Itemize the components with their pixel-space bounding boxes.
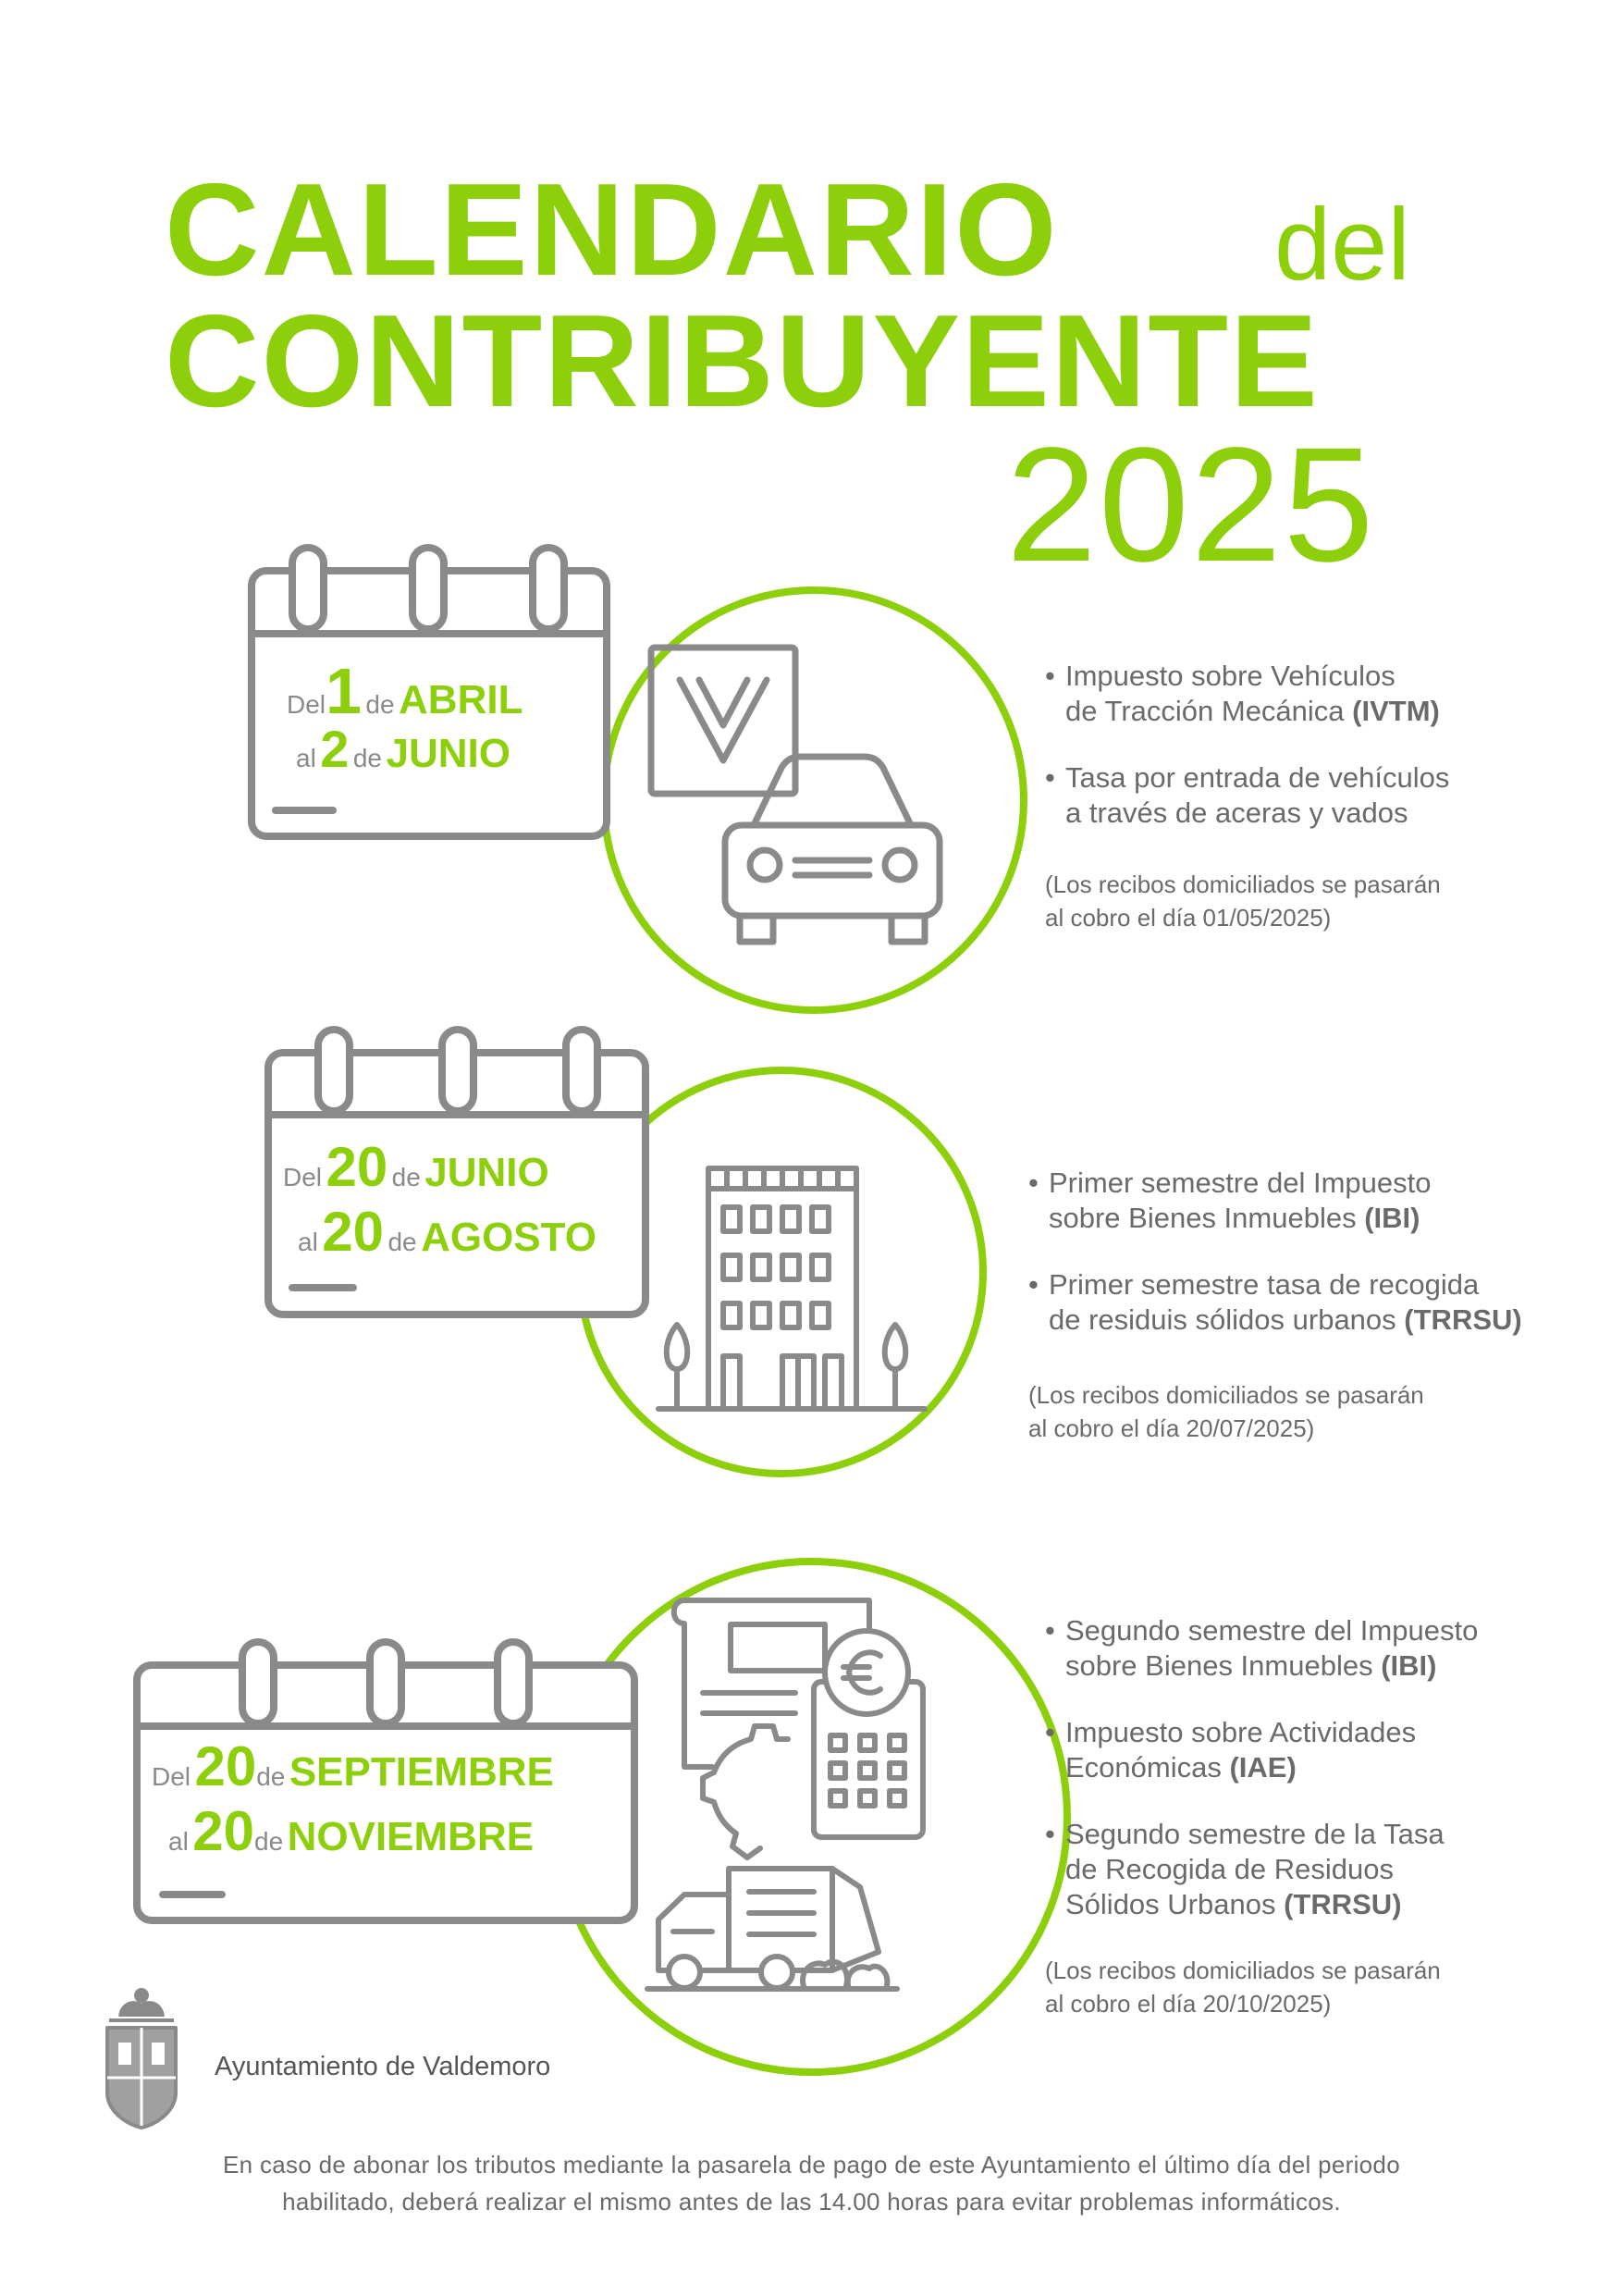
bullet-line: Segundo semestre de la Tasa: [1065, 1818, 1445, 1850]
period-2-from-day: 20: [326, 1136, 388, 1198]
bullet-line: Impuesto sobre Actividades: [1065, 1716, 1417, 1748]
bullet-line: a través de aceras y vados: [1065, 796, 1408, 829]
period-3-bullets: [1045, 1613, 1478, 1954]
period-2-to-day: 20: [322, 1201, 384, 1263]
period-3-to: [168, 1800, 535, 1862]
period-3-from-prefix: Del: [152, 1762, 191, 1791]
period-2-note: [1028, 1378, 1424, 1445]
period-2-to-de: de: [387, 1228, 417, 1256]
period-2-bullet-1: • Primer semestre del Impuesto sobre Bienes Inmuebles (IBI): [1028, 1167, 1432, 1234]
period-2-from: [283, 1136, 549, 1198]
period-1-from-day: 1: [326, 655, 362, 727]
period-3-to-de: de: [254, 1827, 284, 1856]
garbage-truck-icon: [647, 1869, 897, 1989]
period-2-to-prefix: al: [298, 1228, 318, 1256]
building-icon: [658, 1168, 925, 1409]
period-1-bullet-2: • Tasa por entrada de vehículos a través de aceras y vados: [1045, 761, 1450, 829]
period-3-to-month: NOVIEMBRE: [287, 1814, 535, 1859]
period-3-bullet-1: • Segundo semestre del Impuesto sobre Bienes Inmuebles (IBI): [1045, 1614, 1479, 1682]
bullet-line: de Recogida de Residuos: [1065, 1853, 1395, 1885]
period-2-bullet-2: • Primer semestre tasa de recogida de residuis sólidos urbanos (TRRSU): [1028, 1268, 1522, 1336]
period-1-bullets: [1045, 659, 1449, 862]
period-3-from-day: 20: [194, 1735, 257, 1797]
bullet-line: Económicas: [1065, 1751, 1222, 1784]
period-1-from-de: de: [365, 690, 395, 719]
period-3-from-de: de: [256, 1762, 286, 1791]
footer-notice: [0, 2146, 1623, 2220]
period-3-to-day: 20: [192, 1800, 254, 1862]
period-3-from: [152, 1735, 554, 1797]
note-line: (Los recibos domiciliados se pasarán: [1028, 1381, 1424, 1409]
period-3-bullet-3: • Segundo semestre de la Tasa de Recogida de Residuos Sólidos Urbanos (TRRSU): [1045, 1818, 1445, 1920]
period-1-from-month: ABRIL: [399, 677, 523, 722]
vehicle-tax-icon: [651, 648, 940, 942]
bullet-line: Primer semestre tasa de recogida: [1049, 1268, 1480, 1301]
note-line: (Los recibos domiciliados se pasarán: [1045, 870, 1441, 898]
period-1-from-prefix: Del: [287, 690, 326, 719]
tax-code: (IBI): [1381, 1649, 1437, 1682]
period-2-from-prefix: Del: [283, 1163, 323, 1191]
bullet-line: Impuesto sobre Vehículos: [1065, 660, 1396, 692]
period-1-to-day: 2: [320, 720, 350, 778]
bullet-line: Sólidos Urbanos: [1065, 1888, 1276, 1920]
bullet-line: de residuis sólidos urbanos: [1049, 1303, 1396, 1336]
tax-code: (IBI): [1364, 1202, 1420, 1234]
note-line: al cobro el día 20/10/2025): [1045, 1990, 1332, 2018]
period-1-note: [1045, 868, 1441, 934]
period-1-from: [287, 655, 523, 727]
bullet-line: Primer semestre del Impuesto: [1049, 1167, 1432, 1199]
tax-code: (IVTM): [1352, 695, 1440, 727]
period-2-from-de: de: [391, 1163, 421, 1191]
note-line: al cobro el día 01/05/2025): [1045, 904, 1332, 932]
organization-name: Ayuntamiento de Valdemoro: [215, 2052, 551, 2081]
footer-line-1: En caso de abonar los tributos mediante la pasarela de pago de este Ayuntamiento el último día del periodo: [223, 2151, 1400, 2179]
period-1-to: [296, 720, 510, 778]
business-tax-icon: [674, 1600, 923, 1858]
period-1-to-prefix: al: [296, 744, 316, 772]
bullet-line: sobre Bienes Inmuebles: [1049, 1202, 1357, 1234]
period-1-to-month: JUNIO: [386, 731, 510, 776]
section-1-circle: [604, 590, 1024, 1010]
tax-code: (IAE): [1229, 1751, 1297, 1784]
note-line: (Los recibos domiciliados se pasarán: [1045, 1957, 1441, 1984]
footer-line-2: habilitado, deberá realizar el mismo antes de las 14.00 horas para evitar problemas informáticos.: [282, 2188, 1341, 2216]
bullet-line: Segundo semestre del Impuesto: [1065, 1614, 1479, 1647]
period-2-to-month: AGOSTO: [421, 1215, 596, 1260]
period-2-to: [298, 1201, 596, 1263]
bullet-line: sobre Bienes Inmuebles: [1065, 1649, 1373, 1682]
period-1-to-de: de: [352, 744, 383, 772]
coat-of-arms-icon: [107, 1990, 176, 2128]
bullet-line: Tasa por entrada de vehículos: [1065, 761, 1450, 794]
title-del: del: [1274, 188, 1410, 302]
title-line-1: CALENDARIO: [165, 156, 1059, 303]
period-2-from-month: JUNIO: [424, 1150, 549, 1195]
title-line-2: CONTRIBUYENTE: [165, 288, 1320, 435]
period-3-to-prefix: al: [168, 1827, 189, 1856]
note-line: al cobro el día 20/07/2025): [1028, 1414, 1315, 1442]
period-3-note: [1045, 1954, 1441, 2020]
tax-code: (TRRSU): [1404, 1303, 1522, 1336]
period-3-from-month: SEPTIEMBRE: [289, 1749, 554, 1795]
tax-code: (TRRSU): [1284, 1888, 1402, 1920]
title-year: 2025: [1006, 414, 1376, 596]
period-2-bullets: [1028, 1166, 1522, 1369]
period-3-bullet-2: • Impuesto sobre Actividades Económicas (IAE): [1045, 1716, 1417, 1784]
period-1-bullet-1: • Impuesto sobre Vehículos de Tracción Mecánica (IVTM): [1045, 660, 1440, 727]
bullet-line: de Tracción Mecánica: [1065, 695, 1345, 727]
